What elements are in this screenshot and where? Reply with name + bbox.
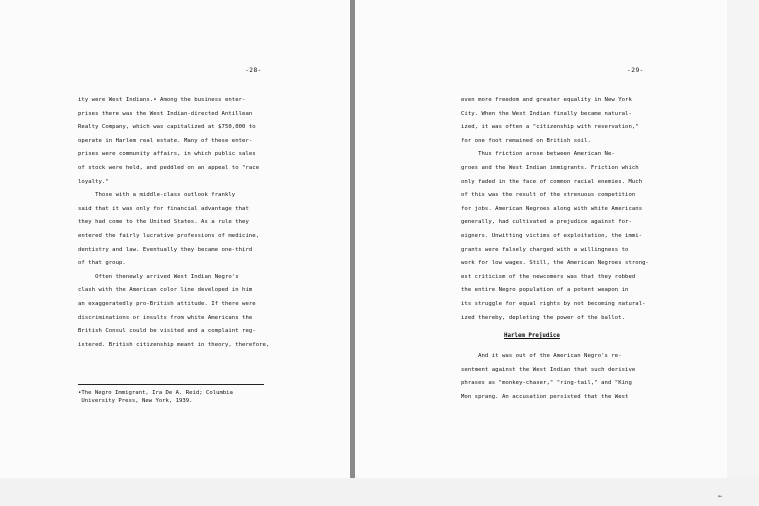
- text-line: Those with a middle-class outlook frankly: [78, 192, 236, 199]
- text-line: est criticism of the newcomers was that they robbed: [461, 273, 636, 280]
- text-line: City. When the West Indian finally became natural-: [461, 110, 632, 117]
- left-page-number: -28-: [245, 67, 262, 74]
- text-line: clash with the American color line developed in him: [78, 287, 253, 294]
- text-line: prises were community affairs, in which public sales: [78, 151, 256, 158]
- text-line: eigners. Unwitting victims of exploitation, the immi-: [461, 232, 643, 239]
- text-line: only faded in the face of common racial enemies. Much: [461, 178, 643, 185]
- text-line: istered. British citizenship meant in theory, therefore,: [78, 341, 270, 348]
- text-line: groes and the West Indian immigrants. Friction which: [461, 164, 639, 171]
- text-line: discriminations or insults from white Americans the: [78, 314, 253, 321]
- scan-bottom-margin: [0, 478, 759, 506]
- text-line: Realty Company, which was capitalized at $750,000 to: [78, 124, 256, 131]
- text-line: of this was the result of the strenuous competition: [461, 192, 636, 199]
- footnote-rule: [78, 384, 264, 385]
- text-line: prises there was the West Indian-directed Antillean: [78, 110, 253, 117]
- text-line: said that it was only for financial advantage that: [78, 205, 249, 212]
- text-line: Often thenewly arrived West Indian Negro's: [78, 273, 239, 280]
- text-line: grants were falsely charged with a willingness to: [461, 246, 629, 253]
- scan-margin: [727, 0, 759, 506]
- text-line: dentistry and law. Eventually they became one-third: [78, 246, 253, 253]
- text-line: an exaggeratedly pro-British attitude. If there were: [78, 300, 256, 307]
- text-line: for one foot remained on British soil.: [461, 137, 591, 144]
- section-heading: Harlem Prejudice: [504, 333, 560, 339]
- right-page-body-bottom: [461, 350, 635, 404]
- left-page-body: [78, 94, 269, 352]
- text-line: operate in Harlem real estate. Many of these enter-: [78, 137, 253, 144]
- text-line: phrases as "monkey-chaser," "ring-tail," and "King: [461, 380, 632, 387]
- right-page: [355, 0, 727, 506]
- text-line: for jobs. American Negroes along with white Americans: [461, 205, 643, 212]
- text-line: sentment against the West Indian that such derisive: [461, 366, 636, 373]
- text-line: ity were West Indians.∙ Among the business enter-: [78, 97, 246, 103]
- text-line: loyalty.": [78, 178, 109, 185]
- corner-arrow-icon: ←: [718, 492, 723, 500]
- text-line: generally, had cultivated a prejudice against for-: [461, 219, 632, 226]
- text-line: they had come to the United States. As a rule they: [78, 219, 249, 226]
- text-line: of stock were held, and peddled on an appeal to "race: [78, 164, 260, 171]
- text-line: the entire Negro population of a potent weapon in: [461, 287, 629, 294]
- text-line: of that group.: [78, 260, 126, 267]
- text-line: entered the fairly lucrative professions of medicine,: [78, 232, 260, 239]
- text-line: even more freedom and greater equality in New York: [461, 97, 632, 103]
- left-page: [0, 0, 352, 506]
- text-line: ized, it was often a "citizenship with reservation,": [461, 124, 639, 131]
- text-line: work for low wages. Still, the American Negroes strong-: [461, 260, 649, 267]
- right-page-number: -29-: [627, 67, 644, 74]
- text-line: ized thereby, depleting the power of the ballot.: [461, 314, 626, 321]
- footnote-line: ∙The Negro Immigrant, Ira De A. Reid; Columbia: [78, 390, 233, 396]
- text-line: its struggle for equal rights by not becoming natural-: [461, 300, 646, 307]
- text-line: Mon sprang. An accusation persisted that the West: [461, 393, 629, 400]
- text-line: Thus friction arose between American Ne-: [461, 151, 615, 158]
- text-line: And it was out of the American Negro's re-: [461, 353, 622, 359]
- text-line: British Consul could be visited and a complaint reg-: [78, 328, 256, 335]
- right-page-body-top: [461, 94, 649, 325]
- footnote: [78, 389, 233, 406]
- footnote-line: University Press, New York, 1939.: [78, 398, 193, 405]
